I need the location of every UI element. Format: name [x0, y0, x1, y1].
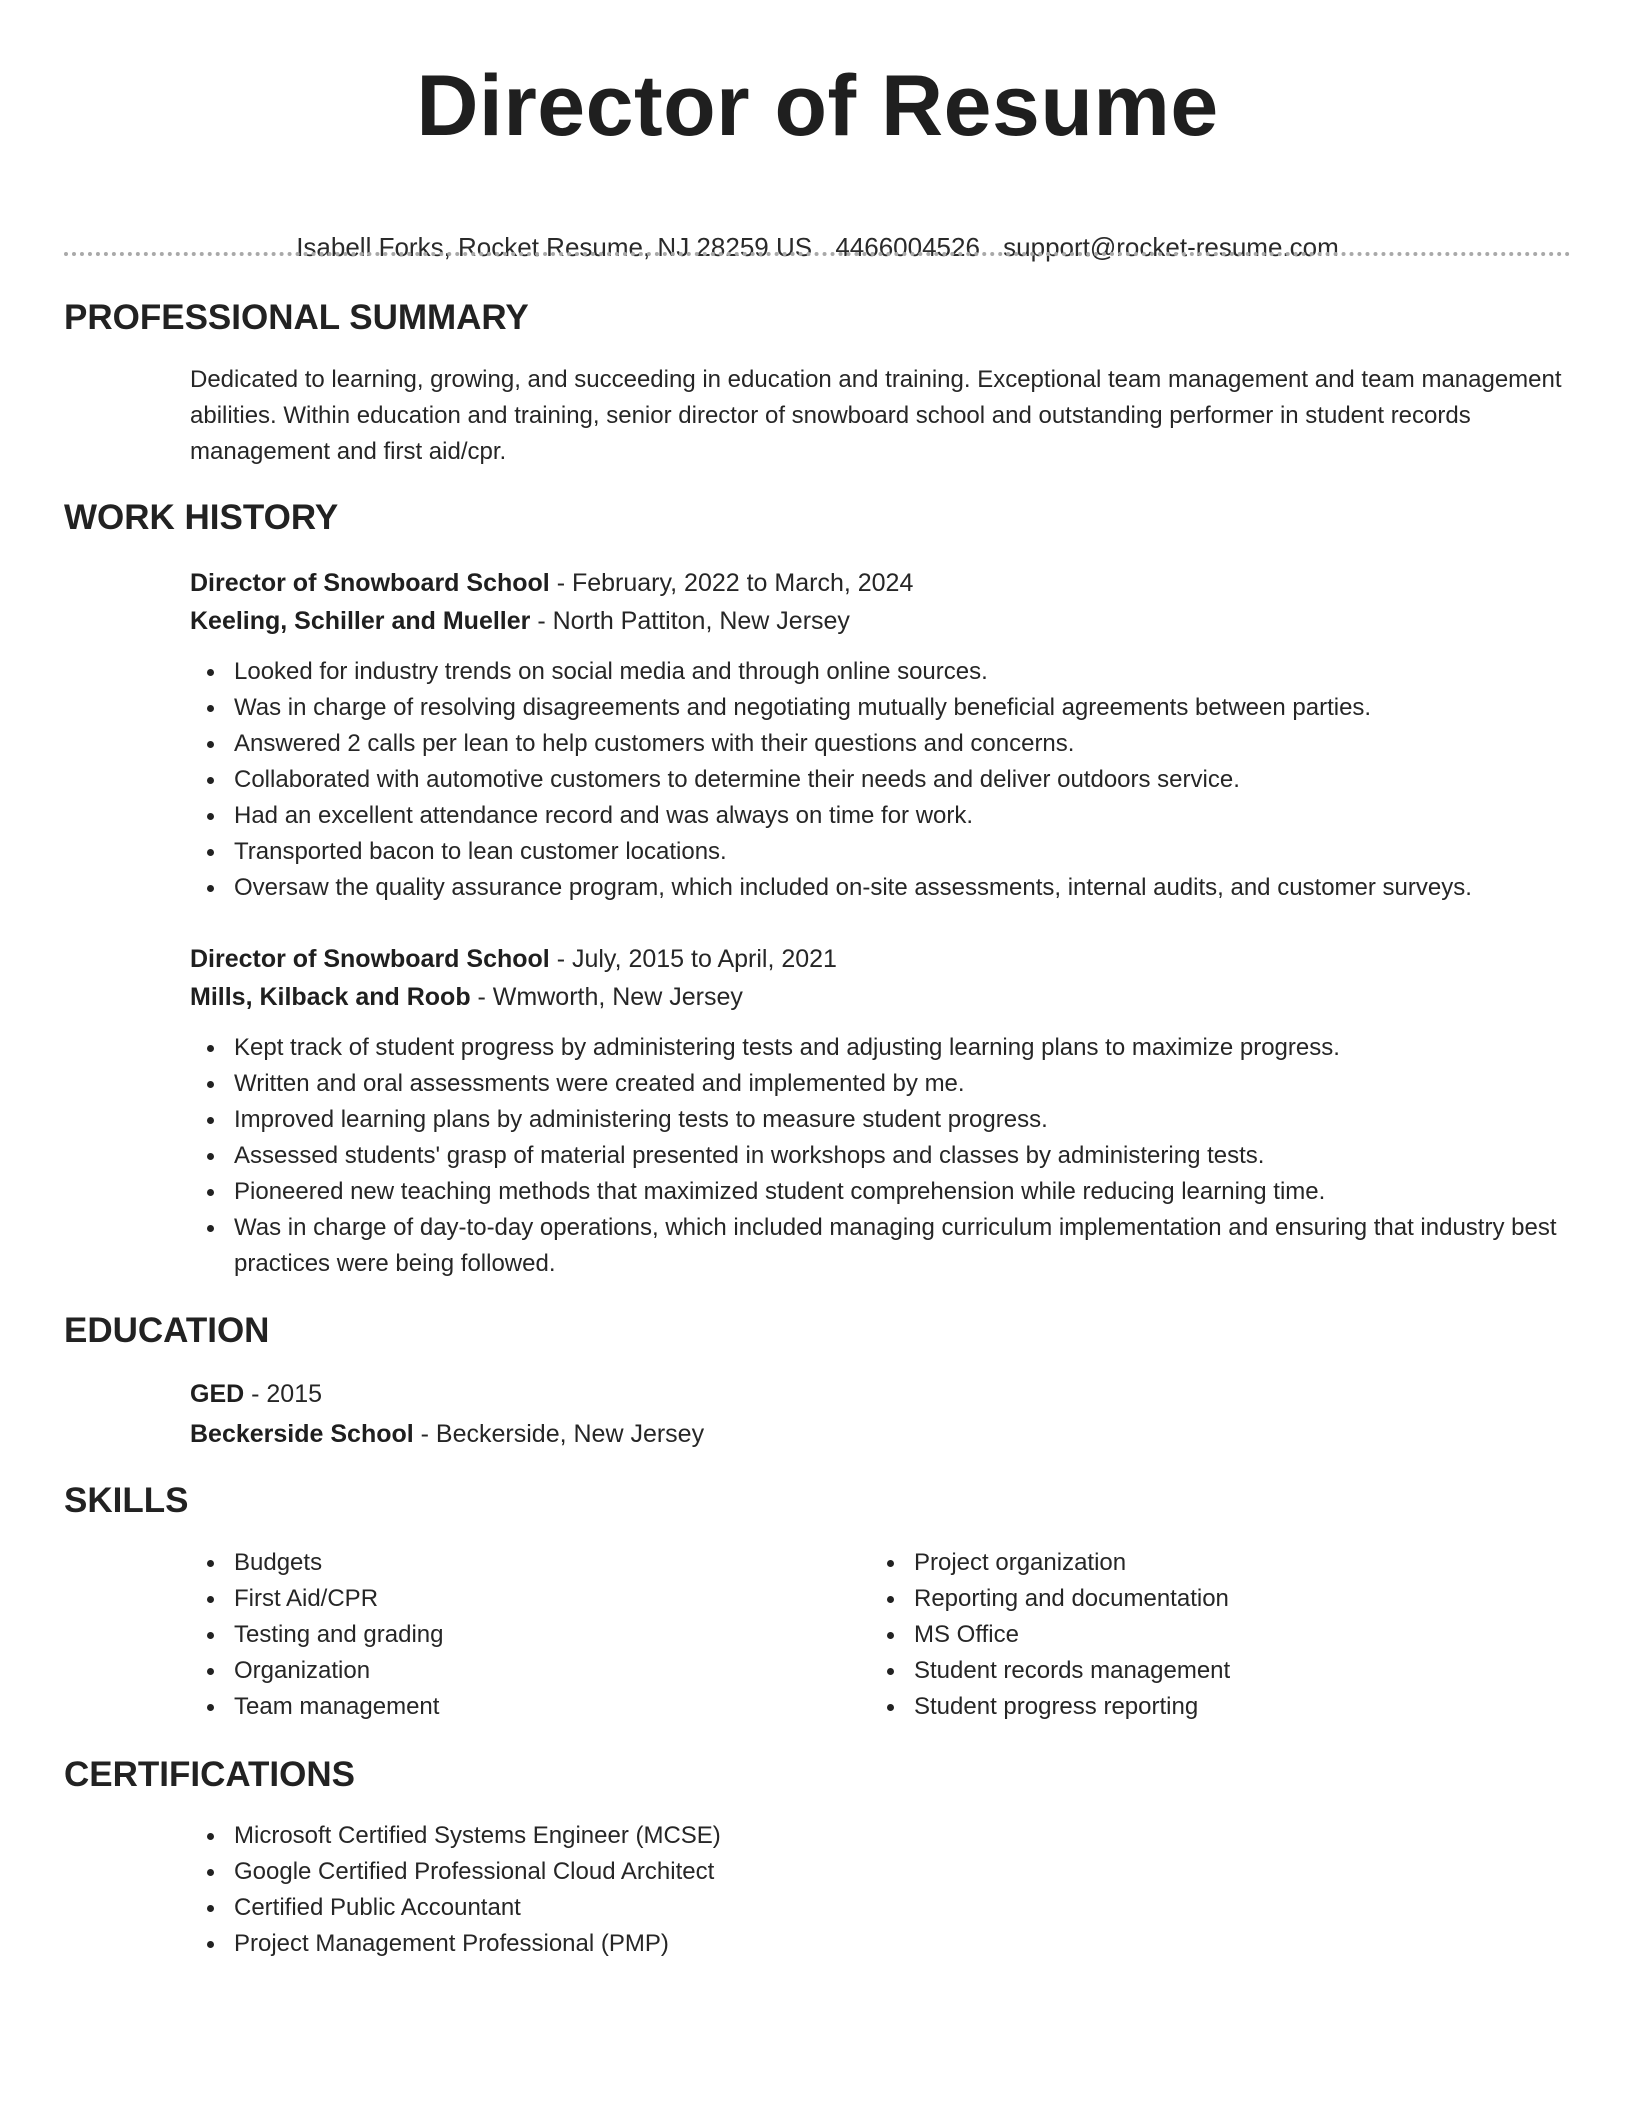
education-location: - Beckerside, New Jersey — [413, 1420, 705, 1448]
list-item: Certified Public Accountant — [234, 1890, 1570, 1926]
resume-name: Director of Resume — [416, 58, 1219, 154]
list-item: Assessed students' grasp of material presented in workshops and classes by administering tests. — [234, 1138, 1570, 1174]
list-item: Was in charge of day-to-day operations, which included managing curriculum implementation and ensuring that industry best practices were being followed. — [234, 1210, 1570, 1282]
list-item: Google Certified Professional Cloud Architect — [234, 1854, 1570, 1890]
list-item: First Aid/CPR — [234, 1581, 870, 1617]
education-school: Beckerside School — [190, 1420, 414, 1448]
job-entry — [190, 940, 1570, 1282]
skills-heading: SKILLS — [64, 1481, 189, 1520]
job-location: - Wmworth, New Jersey — [470, 983, 743, 1011]
skills-column-right — [870, 1545, 1550, 1725]
list-item: Collaborated with automotive customers to determine their needs and deliver outdoors service. — [234, 762, 1570, 798]
list-item: Answered 2 calls per lean to help customers with their questions and concerns. — [234, 726, 1570, 762]
list-item: Improved learning plans by administering tests to measure student progress. — [234, 1102, 1570, 1138]
education-degree: GED — [190, 1380, 245, 1408]
education-school-line — [190, 1414, 1570, 1454]
work-history-heading: WORK HISTORY — [64, 498, 339, 537]
list-item: Oversaw the quality assurance program, which included on-site assessments, internal audits, and customer surveys. — [234, 870, 1570, 906]
job-company-line — [190, 978, 1570, 1016]
job-role: Director of Snowboard School — [190, 569, 550, 597]
contact-phone: 4466004526 — [835, 232, 980, 262]
skills-list — [190, 1545, 1570, 1725]
job-location: - North Pattiton, New Jersey — [530, 607, 850, 635]
contact-email: support@rocket-resume.com — [1003, 232, 1339, 262]
summary-heading: PROFESSIONAL SUMMARY — [64, 298, 529, 337]
skills-column-left — [190, 1545, 870, 1725]
job-company-line — [190, 602, 1570, 640]
list-item: Kept track of student progress by administering tests and adjusting learning plans to maximize progress. — [234, 1030, 1570, 1066]
list-item: Transported bacon to lean customer locations. — [234, 834, 1570, 870]
list-item: Team management — [234, 1689, 870, 1725]
certifications-list — [190, 1818, 1570, 1962]
header-divider — [64, 252, 1571, 256]
education-year: - 2015 — [244, 1380, 323, 1408]
list-item: Student records management — [914, 1653, 1550, 1689]
job-company: Mills, Kilback and Roob — [190, 983, 471, 1011]
education-degree-line — [190, 1374, 1570, 1414]
job-title-line — [190, 940, 1570, 978]
list-item: MS Office — [914, 1617, 1550, 1653]
education-entry — [190, 1374, 1570, 1454]
certifications-heading: CERTIFICATIONS — [64, 1755, 356, 1794]
list-item: Looked for industry trends on social media and through online sources. — [234, 654, 1570, 690]
list-item: Organization — [234, 1653, 870, 1689]
list-item: Project organization — [914, 1545, 1550, 1581]
list-item: Student progress reporting — [914, 1689, 1550, 1725]
list-item: Budgets — [234, 1545, 870, 1581]
job-bullets — [190, 654, 1570, 906]
job-entry — [190, 564, 1570, 906]
list-item: Pioneered new teaching methods that maximized student comprehension while reducing learning time. — [234, 1174, 1570, 1210]
contact-address: Isabell Forks, Rocket Resume, NJ 28259 US — [296, 232, 813, 262]
list-item: Was in charge of resolving disagreements and negotiating mutually beneficial agreements between parties. — [234, 690, 1570, 726]
list-item: Microsoft Certified Systems Engineer (MCSE) — [234, 1818, 1570, 1854]
list-item: Written and oral assessments were created and implemented by me. — [234, 1066, 1570, 1102]
list-item: Reporting and documentation — [914, 1581, 1550, 1617]
list-item: Project Management Professional (PMP) — [234, 1926, 1570, 1962]
summary-text: Dedicated to learning, growing, and succeeding in education and training. Exceptional team management and team management abilities. Within education and training, senior director of snowboard school and outstanding performer in student records management and first aid/cpr. — [190, 366, 1562, 465]
job-role: Director of Snowboard School — [190, 945, 550, 973]
certifications-section — [190, 1818, 1570, 1962]
job-dates: - July, 2015 to April, 2021 — [549, 945, 837, 973]
contact-line — [64, 232, 1571, 262]
resume-page — [64, 0, 1571, 1957]
education-heading: EDUCATION — [64, 1311, 270, 1350]
list-item: Testing and grading — [234, 1617, 870, 1653]
summary-section — [190, 362, 1570, 470]
job-bullets — [190, 1030, 1570, 1282]
job-dates: - February, 2022 to March, 2024 — [549, 569, 914, 597]
list-item: Had an excellent attendance record and was always on time for work. — [234, 798, 1570, 834]
job-company: Keeling, Schiller and Mueller — [190, 607, 531, 635]
job-title-line — [190, 564, 1570, 602]
